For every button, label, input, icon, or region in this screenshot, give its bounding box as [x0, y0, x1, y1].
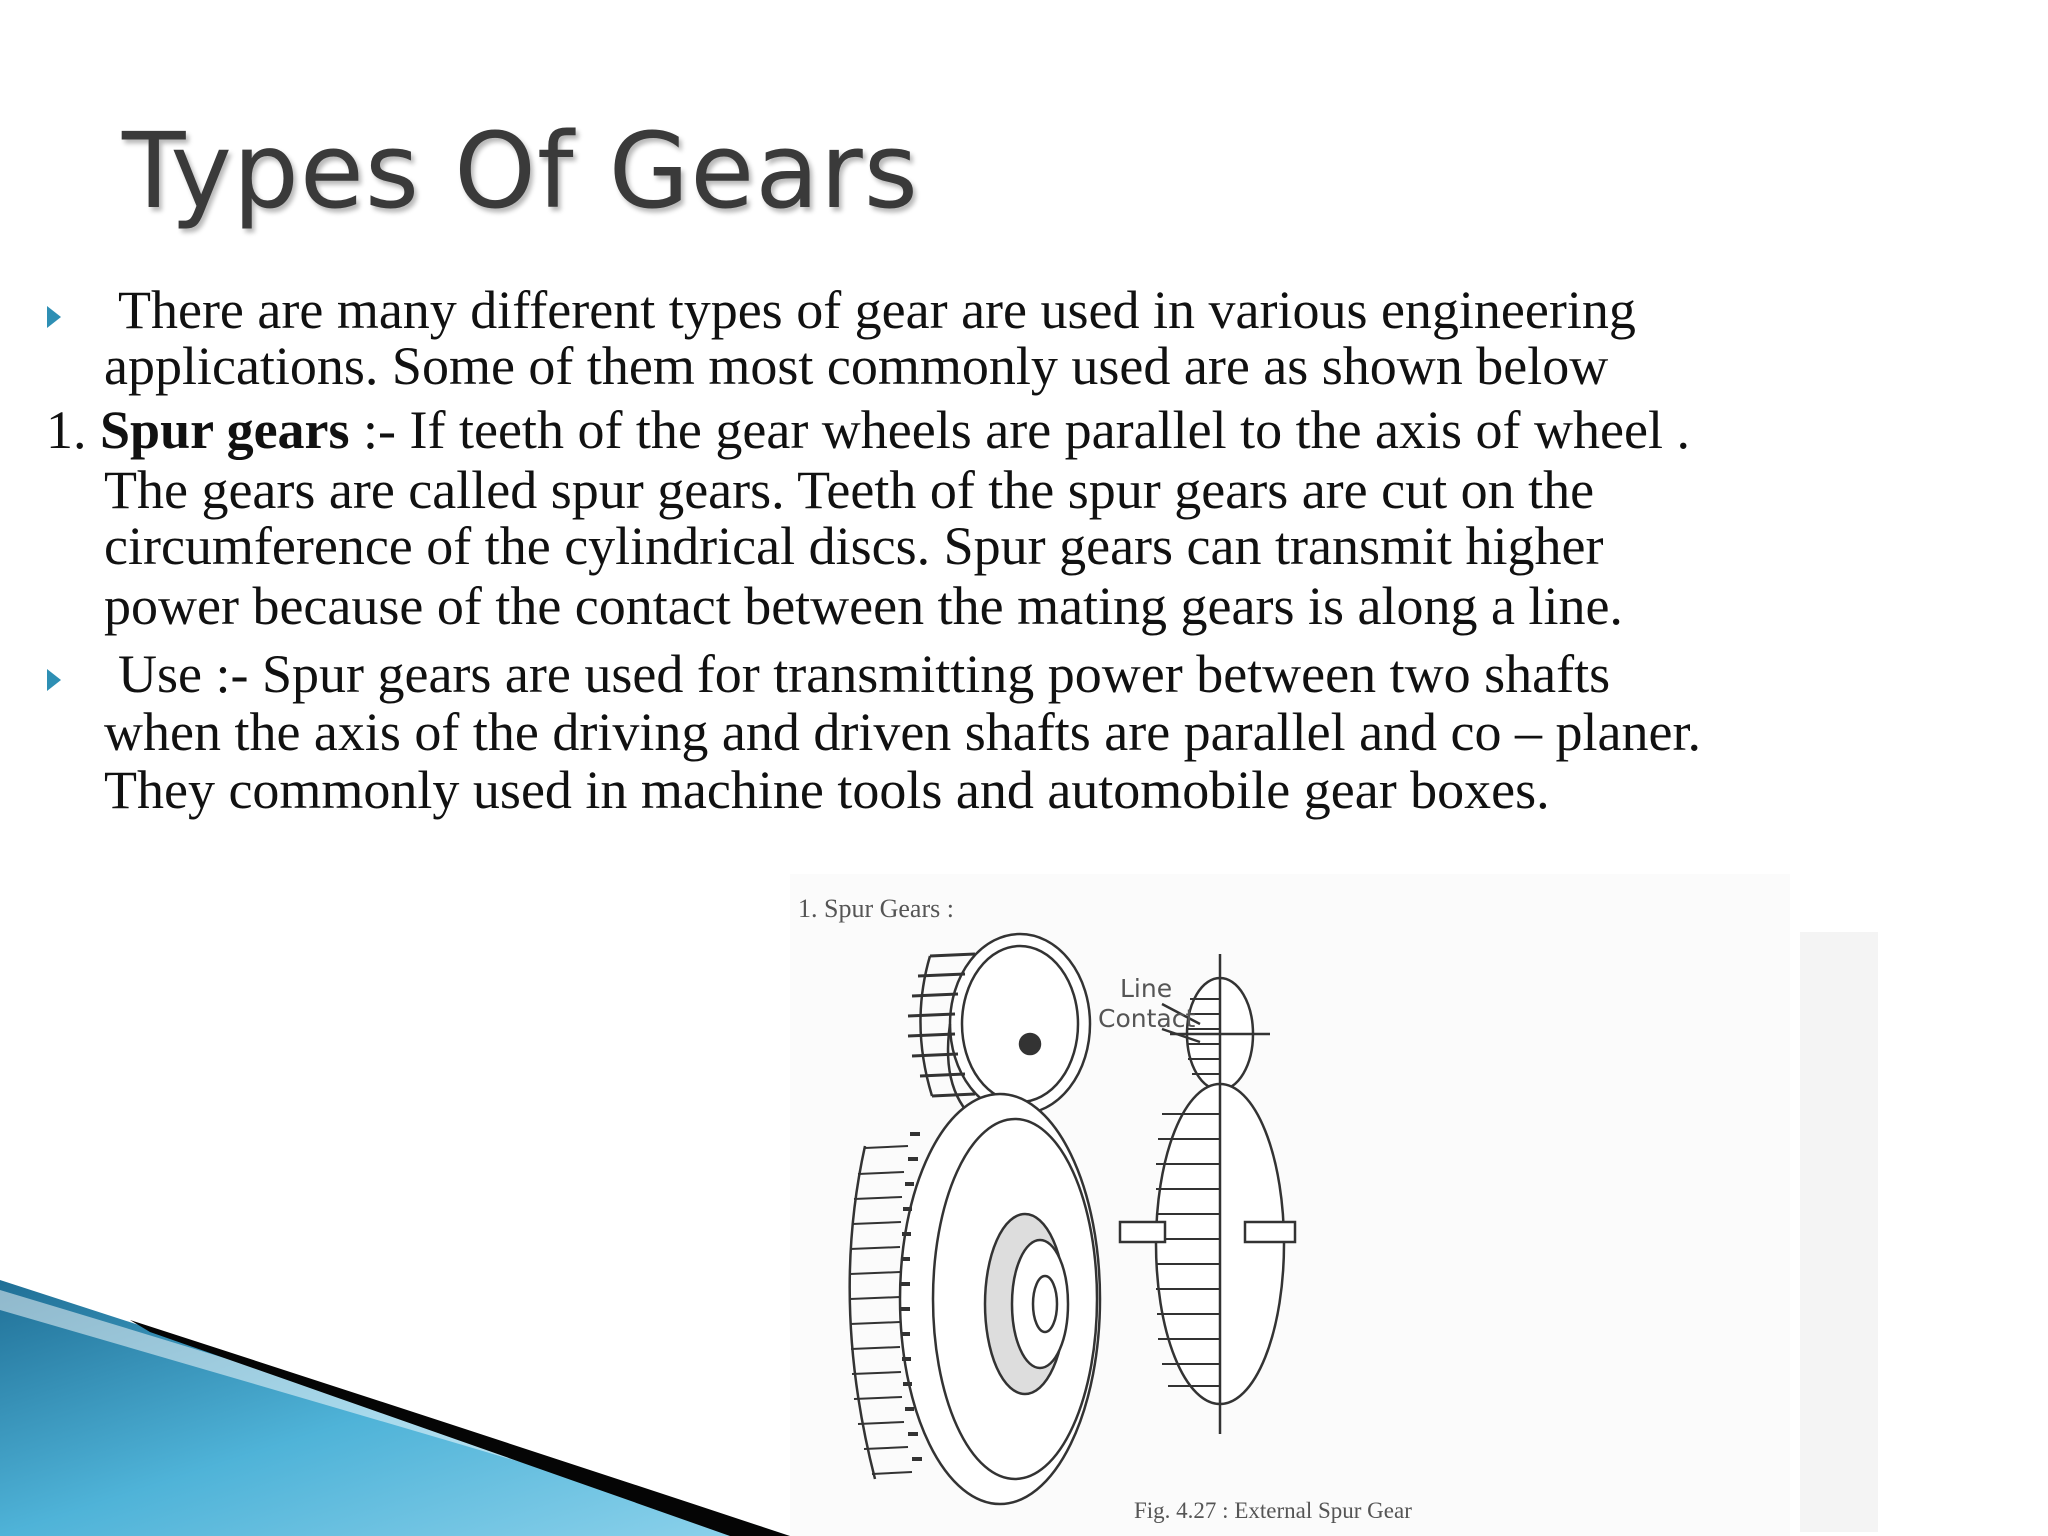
contact-label: Contact	[1098, 1004, 1196, 1033]
figure-heading: 1. Spur Gears :	[798, 894, 954, 923]
bullet1-line2: applications. Some of them most commonly used are as shown below	[104, 336, 1609, 396]
slide-title: Types Of Gears	[122, 110, 919, 232]
item1-line1-rest: :- If teeth of the gear wheels are parallel to the axis of wheel .	[363, 400, 1690, 460]
figure-backing	[1800, 932, 1878, 1532]
item1-line3: circumference of the cylindrical discs. Spur gears can transmit higher	[104, 516, 1604, 576]
spur-gear-figure	[790, 874, 1790, 1536]
large-gear-icon	[850, 1094, 1100, 1504]
corner-swoosh-decoration	[0, 1280, 790, 1536]
figure-caption: Fig. 4.27 : External Spur Gear	[1134, 1498, 1412, 1523]
line-label: Line	[1120, 974, 1173, 1003]
triangle-bullet-icon	[44, 302, 64, 332]
item1-line4: power because of the contact between the mating gears is along a line.	[104, 576, 1623, 636]
item1-line2: The gears are called spur gears. Teeth of the spur gears are cut on the	[104, 460, 1595, 520]
triangle-bullet-icon	[44, 665, 64, 695]
bullet2-line1: Use :- Spur gears are used for transmitting power between two shafts	[118, 644, 1611, 704]
bullet2-line3: They commonly used in machine tools and automobile gear boxes.	[104, 760, 1550, 820]
bullet2-line2: when the axis of the driving and driven shafts are parallel and co – planer.	[104, 702, 1701, 762]
item1-term: Spur gears	[100, 400, 350, 460]
item1-number: 1.	[46, 400, 87, 460]
spur-gears-drawing	[790, 874, 1790, 1536]
item1-line1	[46, 400, 1690, 460]
bullet1-line1: There are many different types of gear are used in various engineering	[118, 280, 1636, 340]
